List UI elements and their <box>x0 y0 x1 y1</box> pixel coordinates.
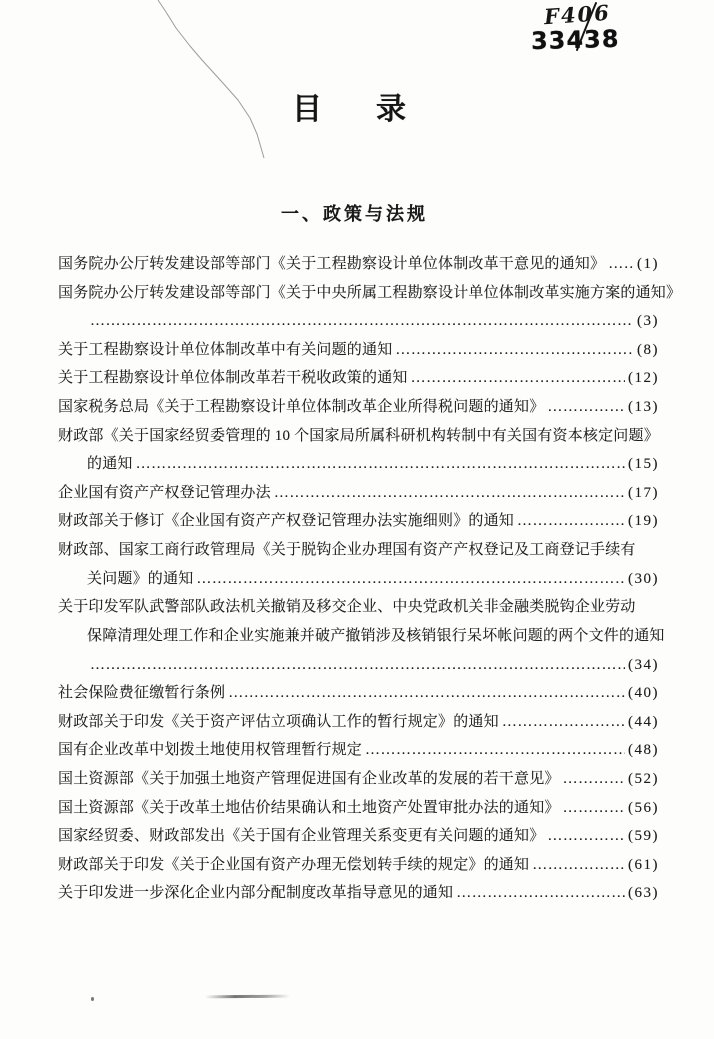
page-number: (19) <box>628 513 659 530</box>
toc-entry-title: 国家经贸委、财政部发出《关于国有企业管理关系变更有关问题的通知》 <box>58 828 545 845</box>
page-title: 目 录 <box>292 93 418 126</box>
toc-entry-title: 财政部《关于国家经贸委管理的 10 个国家局所属科研机构转制中有关国有资本核定问题》 <box>58 427 659 444</box>
dot-leader <box>90 651 625 680</box>
toc-entry-line <box>58 622 665 651</box>
toc-entry-line <box>58 736 659 765</box>
toc-entry-title: 的通知 <box>87 456 133 473</box>
toc-entry-title: 国土资源部《关于加强土地资产管理促进国有企业改革的发展的若干意见》 <box>58 770 560 787</box>
page-number: (56) <box>628 799 659 816</box>
page-number: (48) <box>628 742 659 759</box>
dot-leader <box>502 708 625 737</box>
toc-entry-line <box>58 250 659 279</box>
toc-entry-line <box>58 593 659 622</box>
toc-entry-title: 保障清理处理工作和企业实施兼并破产撤销涉及核销银行呆坏帐问题的两个文件的通知 <box>87 627 665 644</box>
page-number: (61) <box>628 856 659 873</box>
dot-leader <box>411 364 625 393</box>
toc-entry-title: 关于印发进一步深化企业内部分配制度改革指导意见的通知 <box>58 885 454 902</box>
scan-smudge <box>205 995 290 999</box>
toc-entry-line <box>58 393 659 422</box>
toc-entry-line <box>58 822 659 851</box>
page-number: (17) <box>628 484 659 501</box>
dot-leader <box>365 736 625 765</box>
toc-entry-line <box>58 765 659 794</box>
dot-leader <box>547 822 625 851</box>
scan-artifact-line <box>0 0 300 170</box>
toc-entry-line <box>58 507 659 536</box>
dot-leader <box>517 507 625 536</box>
toc-entry-title: 财政部关于修订《企业国有资产产权登记管理办法实施细则》的通知 <box>58 513 515 530</box>
toc-entry-line <box>58 565 659 594</box>
toc-entry-line <box>58 794 659 823</box>
toc-entry-line <box>58 879 659 908</box>
toc-entry-title: 企业国有资产产权登记管理办法 <box>58 484 271 501</box>
toc-entry-title: 国土资源部《关于改革土地估价结果确认和土地资产处置审批办法的通知》 <box>58 799 560 816</box>
toc-entry-line <box>58 536 659 565</box>
page-number: (52) <box>628 770 659 787</box>
toc-entry-line <box>58 364 659 393</box>
dot-leader <box>228 679 625 708</box>
toc-entry-line <box>58 479 659 508</box>
dot-leader <box>90 307 634 336</box>
page-number: (1) <box>637 256 659 272</box>
toc-list <box>58 250 682 908</box>
toc-entry-title: 财政部关于印发《关于企业国有资产办理无偿划转手续的规定》的通知 <box>58 856 530 873</box>
dot-leader <box>196 565 625 594</box>
page-number: (12) <box>628 370 659 387</box>
dot-leader <box>563 765 625 794</box>
toc-entry-line <box>58 851 659 880</box>
page-number: (13) <box>628 399 659 416</box>
toc-entry-title: 国家税务总局《关于工程勘察设计单位体制改革企业所得税问题的通知》 <box>58 399 545 416</box>
call-number-handwriting: F406 <box>543 0 612 30</box>
toc-entry-title: 关于工程勘察设计单位体制改革中有关问题的通知 <box>58 341 393 358</box>
dot-leader <box>547 393 625 422</box>
dot-leader <box>608 250 634 279</box>
page-number: (3) <box>637 313 659 330</box>
page-number: (40) <box>628 685 659 702</box>
toc-entry-title: 关于工程勘察设计单位体制改革若干税收政策的通知 <box>58 370 408 387</box>
scan-speck <box>91 997 94 1001</box>
toc-entry-line <box>58 307 659 336</box>
toc-entry-title: 财政部关于印发《关于资产评估立项确认工作的暂行规定》的通知 <box>58 713 499 730</box>
page-number: (8) <box>637 341 659 358</box>
section-heading: 一、政策与法规 <box>281 204 428 224</box>
accession-number-stamp: 33438 <box>530 24 620 56</box>
toc-entry-title: 关于印发军队武警部队政法机关撤销及移交企业、中央党政机关非金融类脱钩企业劳动 <box>58 599 636 616</box>
page-number: (30) <box>628 570 659 587</box>
toc-entry-line <box>58 279 682 308</box>
dot-leader <box>395 336 634 365</box>
toc-entry-line <box>58 336 659 365</box>
toc-entry-title: 社会保险费征缴暂行条例 <box>58 685 226 702</box>
dot-leader <box>274 479 625 508</box>
toc-entry-title: 国有企业改革中划拨土地使用权管理暂行规定 <box>58 742 363 759</box>
page-number: (44) <box>628 713 659 730</box>
toc-entry-line <box>58 651 659 680</box>
page-number: (15) <box>628 456 659 473</box>
page-number: (59) <box>628 828 659 845</box>
toc-entry-line <box>58 422 659 451</box>
dot-leader <box>136 450 625 479</box>
page-number: (34) <box>628 656 659 673</box>
toc-entry-line <box>58 679 659 708</box>
toc-entry-line <box>58 450 659 479</box>
dot-leader <box>456 879 625 908</box>
toc-entry-title: 财政部、国家工商行政管理局《关于脱钩企业办理国有资产产权登记及工商登记手续有 <box>58 542 636 559</box>
toc-entry-title: 关问题》的通知 <box>87 570 194 587</box>
dot-leader <box>532 851 625 880</box>
toc-entry-title: 国务院办公厅转发建设部等部门《关于中央所属工程勘察设计单位体制改革实施方案的通知》 <box>58 284 682 301</box>
page-number: (63) <box>628 885 659 902</box>
dot-leader <box>563 794 625 823</box>
toc-entry-title: 国务院办公厅转发建设部等部门《关于工程勘察设计单位体制改革干意见的通知》 <box>58 256 606 272</box>
toc-entry-line <box>58 708 659 737</box>
